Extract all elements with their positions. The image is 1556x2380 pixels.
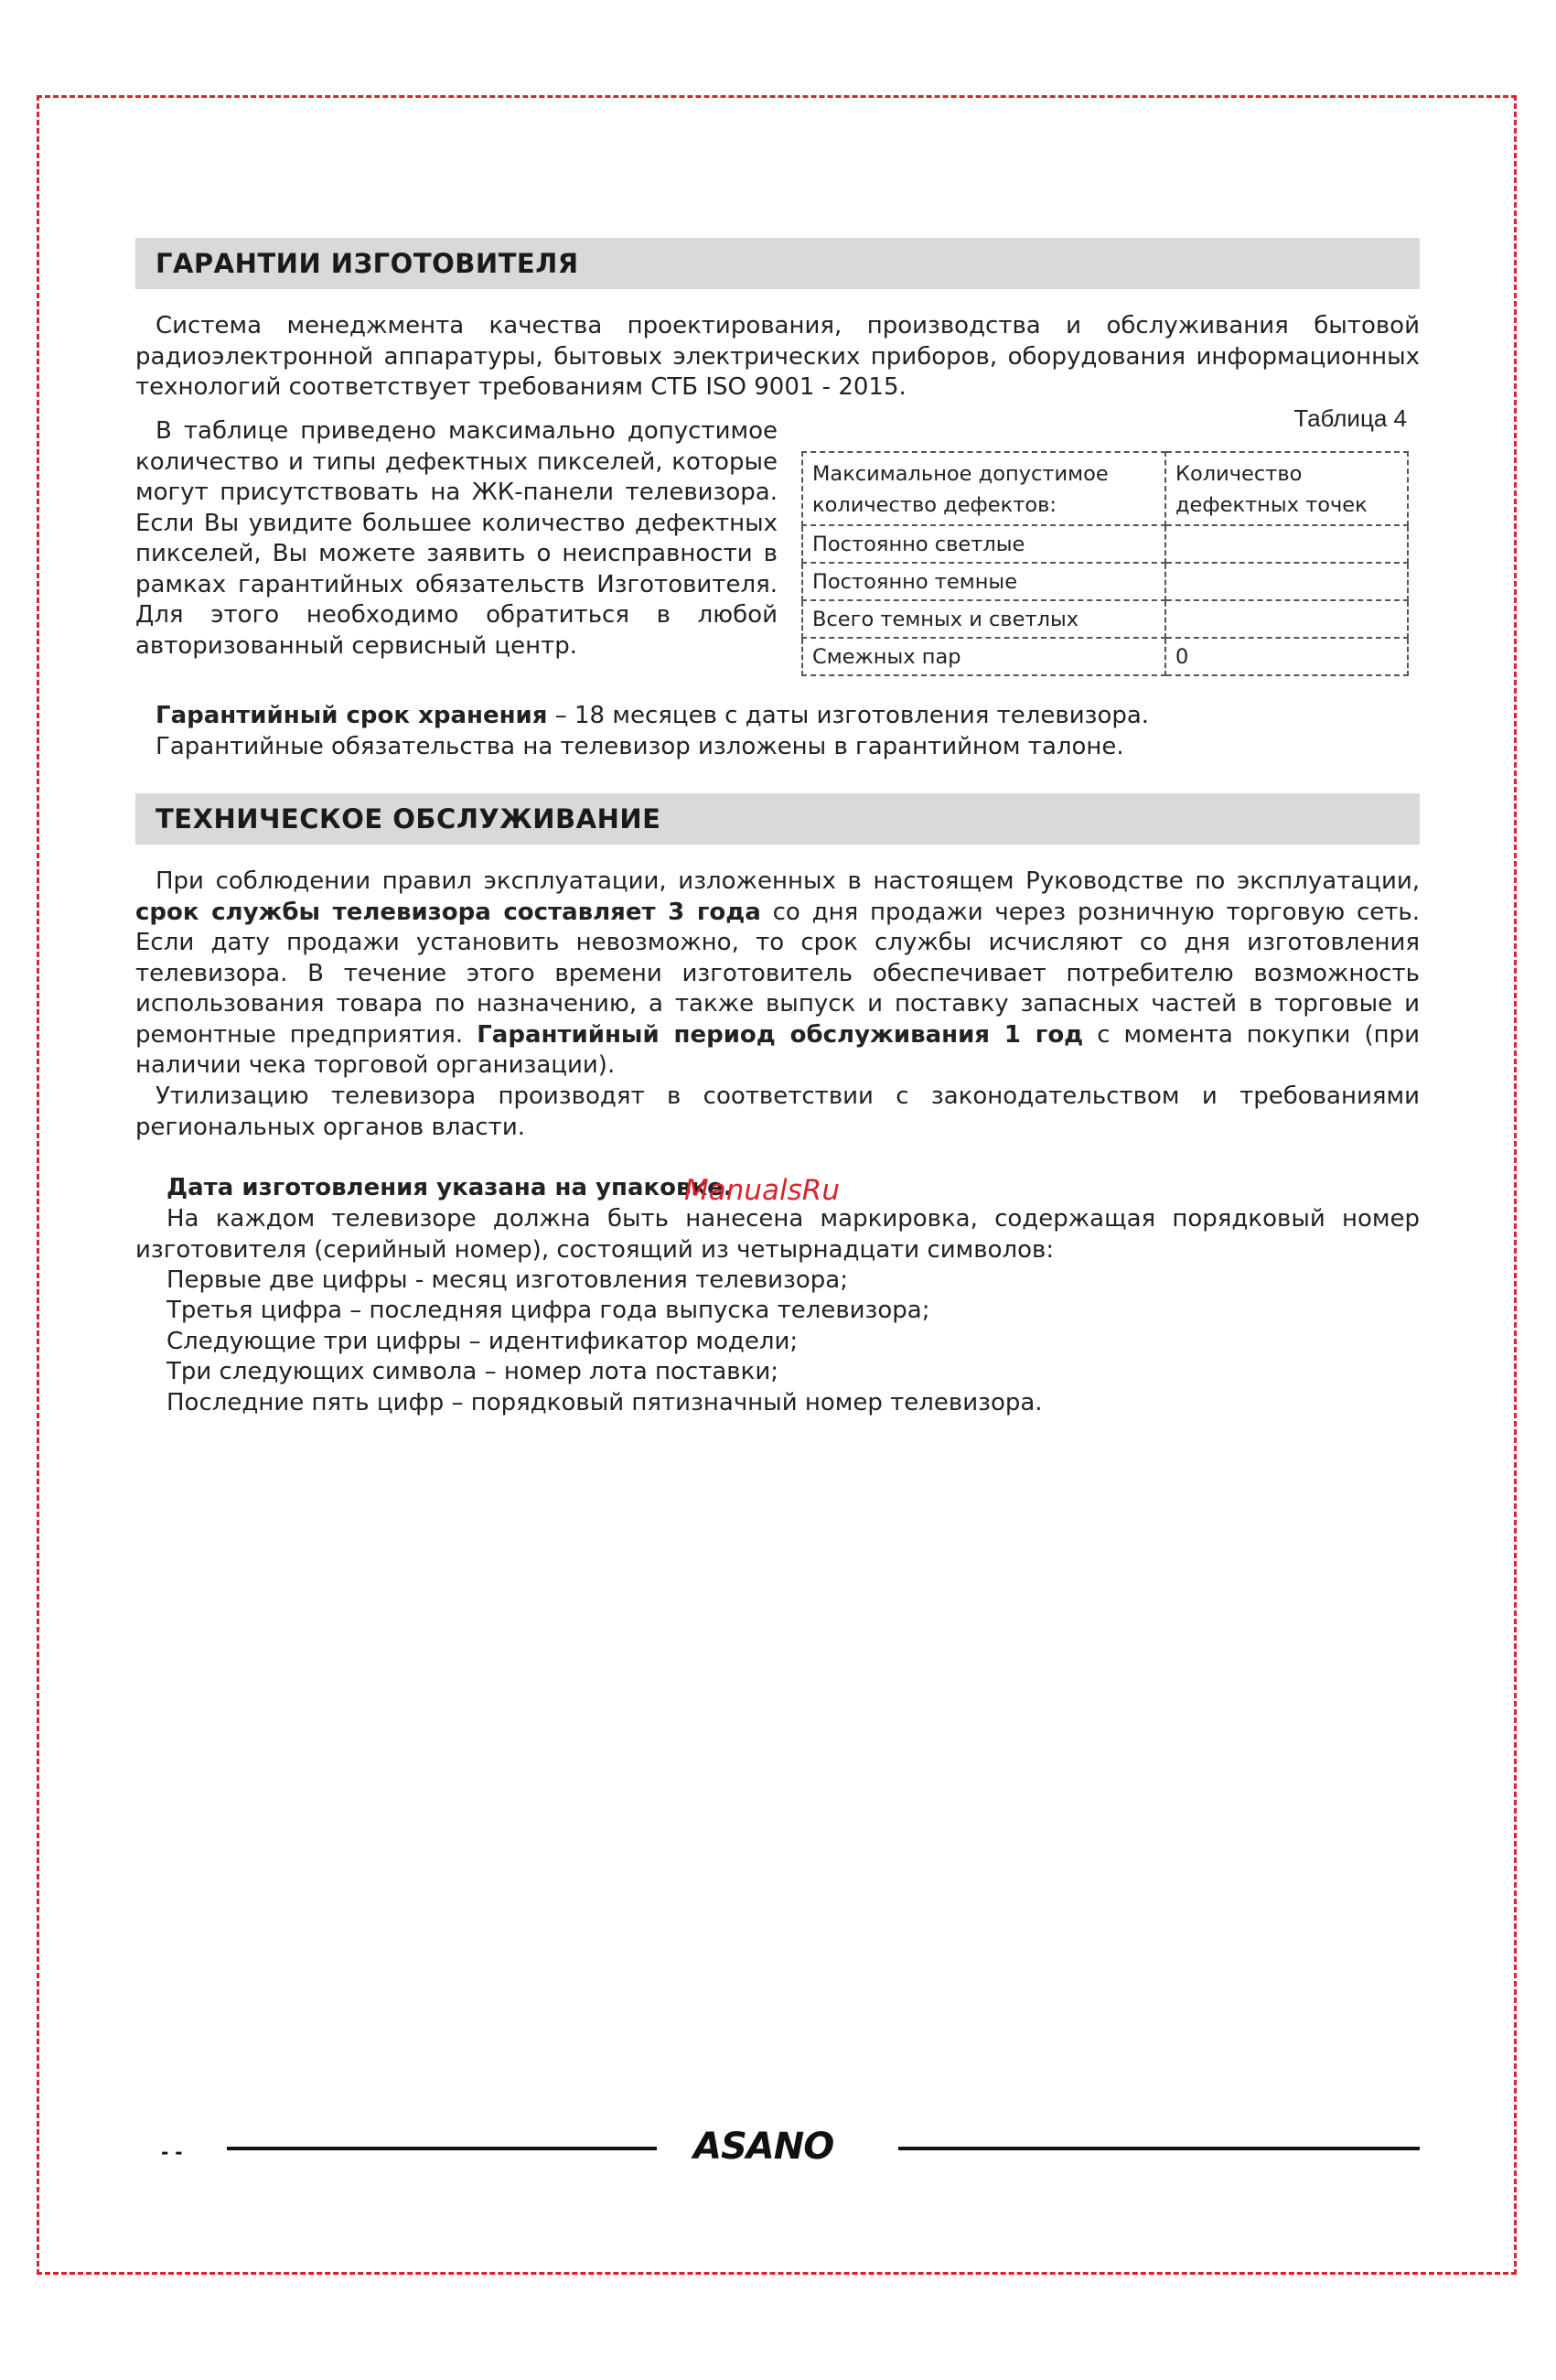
list-item: Три следующих символа – номер лота поставки; <box>166 1358 778 1385</box>
table-cell: Постоянно темные <box>802 563 1165 600</box>
table-header-cell: Количество дефектных точек <box>1165 452 1408 525</box>
table-caption: Таблица 4 <box>1293 404 1407 432</box>
table-header-row <box>802 452 1408 525</box>
section-header-maintenance: ТЕХНИЧЕСКОЕ ОБСЛУЖИВАНИЕ <box>135 793 1420 845</box>
disposal-paragraph: Утилизацию телевизора производят в соответствии с законодательством и требованиями региональных органов власти. <box>135 1082 1420 1141</box>
table-cell: Всего темных и светлых <box>802 600 1165 638</box>
service-life-text: с момента покупки (при наличии чека торговой организации). <box>135 1020 1420 1079</box>
table-cell: Постоянно светлые <box>802 525 1165 563</box>
table-cell <box>1165 525 1408 563</box>
list-item: Первые две цифры - месяц изготовления телевизора; <box>166 1266 848 1294</box>
table-cell: Смежных пар <box>802 638 1165 675</box>
page-marks: - - <box>161 2141 183 2163</box>
service-life-paragraph <box>135 867 1420 1082</box>
defective-pixels-table <box>801 451 1409 676</box>
serial-number-intro: На каждом телевизоре должна быть нанесена маркировка, содержащая порядковый номер изготовителя (серийный номер), состоящий из четырнадцати символов: <box>135 1205 1420 1264</box>
asano-logo: ASANO <box>693 2126 834 2168</box>
section-header-warranty: ГАРАНТИИ ИЗГОТОВИТЕЛЯ <box>135 238 1420 289</box>
storage-period-text: – 18 месяцев с даты изготовления телевизора. <box>547 702 1150 729</box>
table-row <box>802 600 1408 638</box>
table-row <box>802 638 1408 675</box>
quality-system-paragraph: Система менеджмента качества проектирования, производства и обслуживания бытовой радиоэлектронной аппаратуры, бытовых электрических приборов, оборудования информационных технологий соответствует требованиям СТБ ISO 9001 - 2015. <box>135 312 1420 401</box>
obligations-paragraph: Гарантийные обязательства на телевизор изложены в гарантийном талоне. <box>156 733 1124 760</box>
table-cell <box>1165 563 1408 600</box>
defective-pixels-paragraph: В таблице приведено максимально допустимое количество и типы дефектных пикселей, которые могут присутствовать на ЖК-панели телевизора. Если Вы увидите большее количество дефектных пикселей, Вы можете заявить о неисправности в рамках гарантийных обязательств Изготовителя. Для этого необходимо обратиться в любой авторизованный сервисный центр. <box>135 417 778 660</box>
footer-rule-right <box>898 2147 1420 2150</box>
list-item: Следующие три цифры – идентификатор модели; <box>166 1328 799 1355</box>
table-row <box>802 525 1408 563</box>
watermark: ManualsRu <box>684 1174 840 1207</box>
storage-period-paragraph <box>135 701 1420 732</box>
table-header-cell: Максимальное допустимое количество дефектов: <box>802 452 1165 525</box>
storage-period-label: Гарантийный срок хранения <box>156 702 548 729</box>
service-life-text: со дня продажи через розничную торговую сеть. Если дату продажи установить невозможно, то срок службы исчисляют со дня изготовления телевизора. В течение этого времени изготовитель обеспечивает потребителю возможность использования товара по назначению, а также выпуск и поставку запасных частей в торговые и ремонтные предприятия. <box>135 898 1420 1049</box>
service-life-text: При соблюдении правил эксплуатации, изложенных в настоящем Руководстве по эксплуатации, <box>156 867 1420 895</box>
table-cell <box>1165 600 1408 638</box>
list-item: Последние пять цифр – порядковый пятизначный номер телевизора. <box>166 1389 1043 1416</box>
list-item: Третья цифра – последняя цифра года выпуска телевизора; <box>166 1297 930 1324</box>
service-period-bold: Гарантийный период обслуживания 1 год <box>477 1020 1084 1049</box>
footer-rule-left <box>227 2147 657 2150</box>
table-cell: 0 <box>1165 638 1408 675</box>
service-life-bold: срок службы телевизора составляет 3 года <box>135 898 761 926</box>
table-row <box>802 563 1408 600</box>
manufacture-date-bold: Дата изготовления указана на упаковке. <box>166 1174 733 1201</box>
